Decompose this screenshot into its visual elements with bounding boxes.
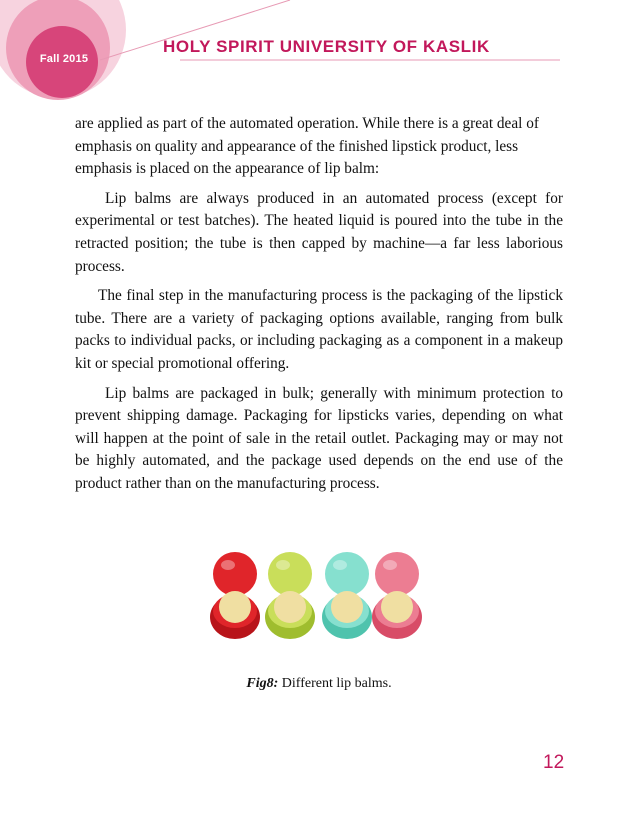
figure-label: Fig8: <box>246 676 279 691</box>
balm-cap <box>325 552 369 596</box>
lip-balm <box>265 552 315 639</box>
figure-caption-text: Different lip balms. <box>278 676 392 691</box>
balm-cap <box>268 552 312 596</box>
paragraph-4: Lip balms are packaged in bulk; generally with minimum protection to prevent shipping damage. Packaging for lipsticks varies, depending on what will happen at the point of sale in the retail outlet. Packaging may or may not be highly automated, and the package used depends on the end use of the product rather than on the manufacturing process. <box>75 384 563 492</box>
paragraph-2: Lip balms are always produced in an automated process (except for experimental or test batches). The heated liquid is poured into the tube in the retracted position; the tube is then capped by machine—a far less laborious process. <box>75 189 563 275</box>
university-title: HOLY SPIRIT UNIVERSITY OF KASLIK <box>163 37 490 56</box>
lip-balm <box>322 552 372 639</box>
figure-caption <box>0 676 638 692</box>
lip-balm <box>372 552 422 639</box>
page-number: 12 <box>543 752 565 773</box>
balm-core <box>381 591 413 623</box>
balm-cap <box>213 552 257 596</box>
balm-core <box>274 591 306 623</box>
body-text <box>75 113 563 503</box>
balm-cap-highlight <box>276 560 290 570</box>
lip-balm <box>210 552 260 639</box>
paragraph-3: The final step in the manufacturing process is the packaging of the lipstick tube. There are a variety of packaging options available, ranging from bulk packs to individual packs, or including packaging as a component in a makeup kit or special promotional offering. <box>75 287 563 372</box>
balm-cap-highlight <box>383 560 397 570</box>
balm-core <box>331 591 363 623</box>
balm-cap <box>375 552 419 596</box>
lip-balms-photo <box>205 537 433 655</box>
balm-cap-highlight <box>221 560 235 570</box>
balm-core <box>219 591 251 623</box>
balm-cap-highlight <box>333 560 347 570</box>
term-label: Fall 2015 <box>39 53 89 65</box>
paragraph-1: are applied as part of the automated operation. While there is a great deal of emphasis on quality and appearance of the finished lipstick product, less emphasis is placed on the appearance of lip balm: <box>75 115 539 178</box>
